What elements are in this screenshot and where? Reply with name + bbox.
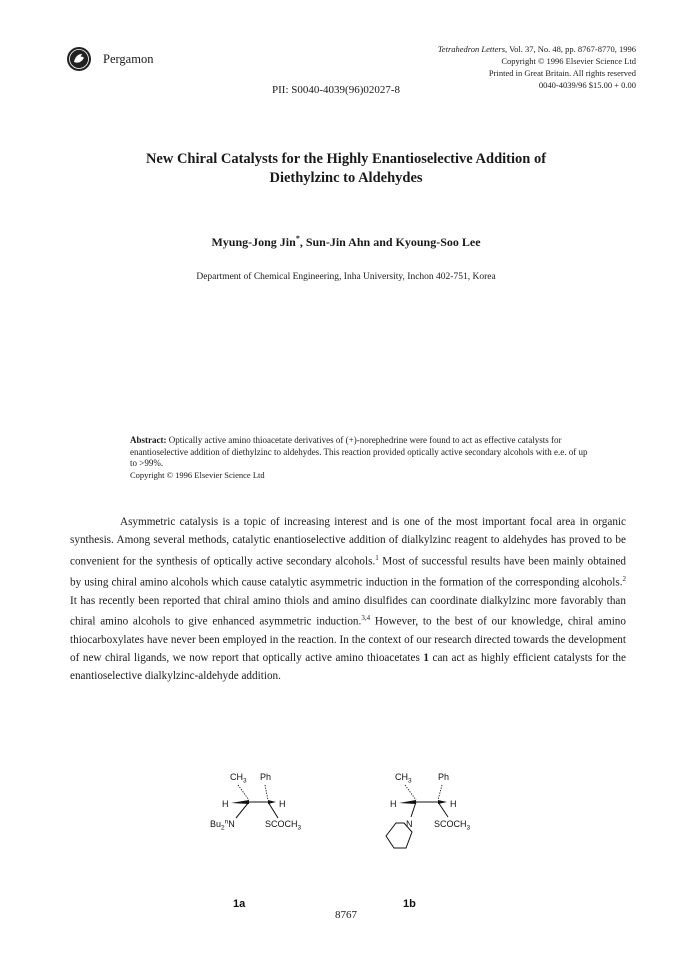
wedge-bond xyxy=(231,800,249,804)
c-s-bond xyxy=(438,802,448,817)
hashed-bond xyxy=(405,785,416,800)
abstract xyxy=(130,435,590,470)
ch3-label: $CH_3$ xyxy=(395,772,412,785)
pii-identifier: PII: S0040-4039(96)02027-8 xyxy=(272,84,401,96)
chemical-structures-figure xyxy=(150,770,570,920)
h-left-label: H xyxy=(222,799,229,809)
title-line-2: Diethylzinc to Aldehydes xyxy=(269,170,423,186)
h-right-label: H xyxy=(450,799,457,809)
ref-3-4: 3,4 xyxy=(361,614,371,623)
page-number: 8767 xyxy=(335,909,357,921)
h-left-label: H xyxy=(390,799,397,809)
body-sentence-1: Asymmetric catalysis is a topic of increasing interest and is one of the most important focal area in organic synthesis. Among several methods, catalytic enantioselective addition of dialkylzinc reagent to aldehydes has proved to be convenient for the synthesis of optically active secondary alcohols. xyxy=(70,516,626,568)
ch3-label: $CH_3$ xyxy=(230,772,247,785)
publisher-name: Pergamon xyxy=(103,52,154,66)
compound-label-1a: 1a xyxy=(233,898,246,910)
h-right-label: H xyxy=(279,799,286,809)
body-sentence-3: It has recently been reported that chiral amino thiols and amino disulfides can coordinate dialkylzinc more favorably than chiral amino alcohols to give enhanced asymmetric induction. xyxy=(70,594,626,629)
abstract-copyright: Copyright © 1996 Elsevier Science Ltd xyxy=(130,470,265,480)
abstract-text: Optically active amino thioacetate derivatives of (+)-norephedrine were found to act as effective catalysts for enantioselective addition of diethylzinc to aldehydes. This reaction provided optically active secondary alcohols with e.e. of up to >99%. xyxy=(130,435,588,469)
compound-ref-1: 1 xyxy=(423,651,429,664)
hashed-bond xyxy=(438,785,442,800)
journal-citation xyxy=(438,44,636,54)
corresponding-mark: * xyxy=(295,234,300,243)
ph-label: Ph xyxy=(260,772,272,782)
body-sentence-2: Most of successful results have been mainly obtained by using chiral amino alcohols which cause catalytic asymmetric induction in the formation of the corresponding alcohols. xyxy=(70,555,627,589)
compound-label-1b: 1b xyxy=(403,898,416,910)
journal-name: Tetrahedron Letters xyxy=(437,44,506,54)
printed-line: Printed in Great Britain. All rights reserved xyxy=(488,68,636,78)
amine-label: $Bu_2^nN$ xyxy=(210,818,235,832)
price-line: 0040-4039/96 $15.00 + 0.00 xyxy=(538,80,636,90)
authors xyxy=(0,234,692,250)
other-authors: , Sun-Jin Ahn and Kyoung-Soo Lee xyxy=(299,235,481,249)
hashed-bond xyxy=(238,785,249,800)
wedge-bond xyxy=(399,800,416,804)
article-title xyxy=(0,150,692,188)
ref-1: 1 xyxy=(375,553,379,562)
nitrogen-label: N xyxy=(406,819,413,829)
thioacetate-label: $SCOCH_3$ xyxy=(434,819,471,832)
citation-details: , Vol. 37, No. 48, pp. 8767-8770, 1996 xyxy=(505,44,636,54)
c-n-bond xyxy=(236,802,249,818)
affiliation: Department of Chemical Engineering, Inha University, Inchon 402-751, Korea xyxy=(196,272,496,282)
body-sentence-5: can act as highly efficient catalysts for the enantioselective dialkylzinc-aldehyde addition. xyxy=(70,651,626,682)
thioacetate-label: $SCOCH_3$ xyxy=(265,819,302,832)
copyright-line: Copyright © 1996 Elsevier Science Ltd xyxy=(501,56,636,66)
pergamon-logo-icon xyxy=(66,46,92,72)
c-n-bond xyxy=(411,802,416,817)
body-sentence-4: However, to the best of our knowledge, chiral amino thiocarboxylates have never been employed in the reaction. In the context of our research directed towards the development of new chiral ligands, we now report that optically active amino thioacetates xyxy=(70,616,626,664)
author-1: Myung-Jong Jin xyxy=(211,235,296,249)
abstract-label: Abstract: xyxy=(130,435,167,445)
structure-1a xyxy=(210,772,302,910)
body-paragraph xyxy=(70,514,626,685)
title-line-1: New Chiral Catalysts for the Highly Enantioselective Addition of xyxy=(145,151,547,167)
hashed-bond xyxy=(265,785,268,800)
c-s-bond xyxy=(268,802,278,818)
ref-2: 2 xyxy=(622,575,626,584)
ph-label: Ph xyxy=(438,772,450,782)
structure-1b xyxy=(386,772,471,910)
